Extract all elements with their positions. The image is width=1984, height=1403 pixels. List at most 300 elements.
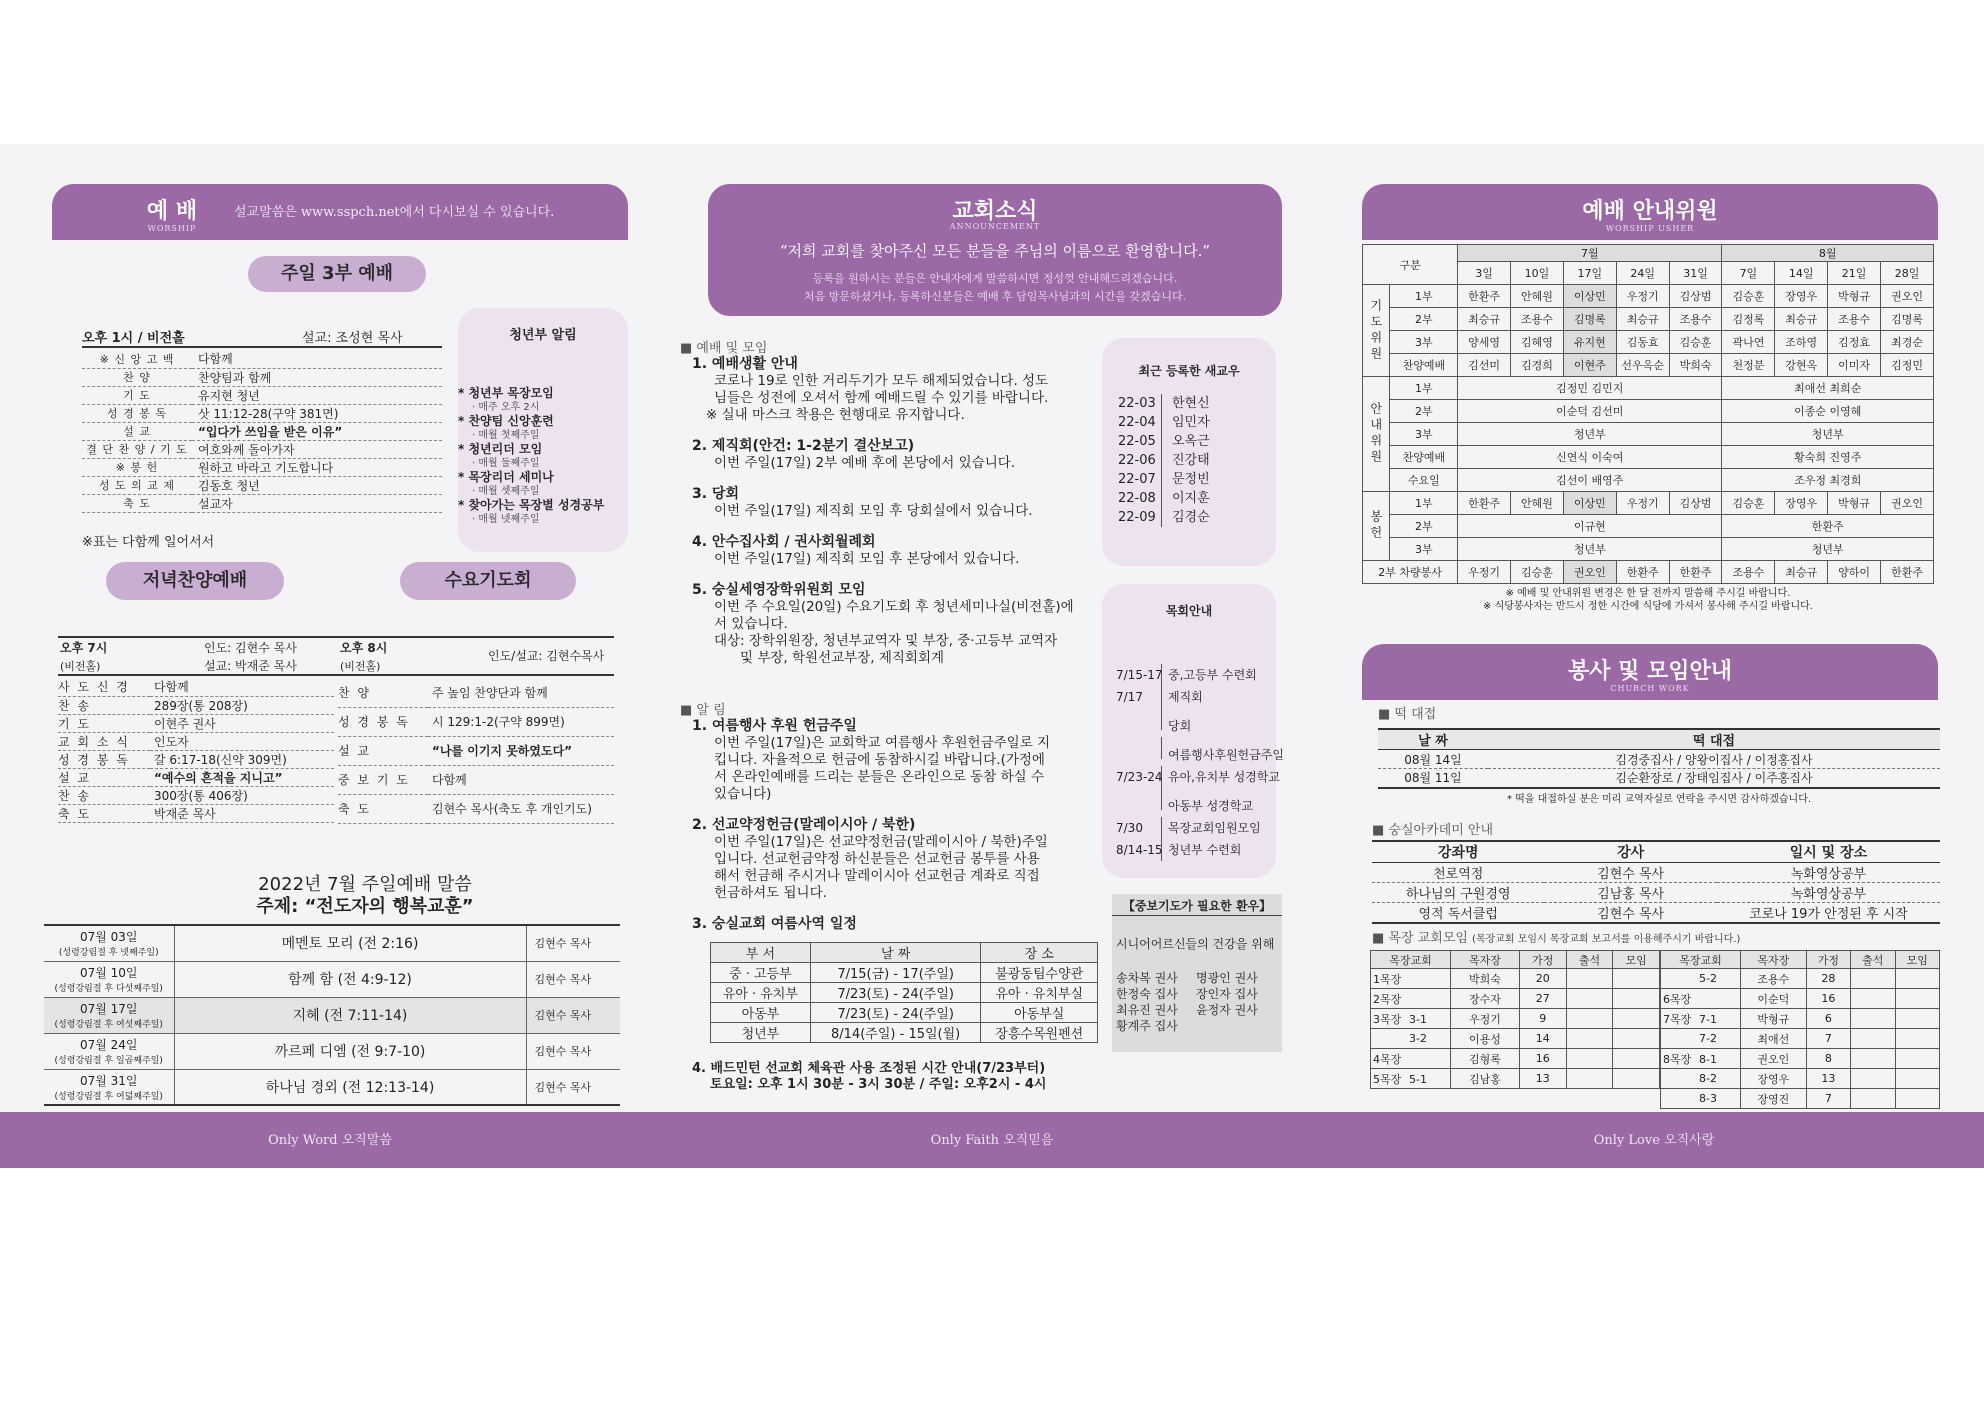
summer-head-cell: 장 소 [981,943,1098,963]
cell-leader: 김형록 [1451,1049,1520,1069]
summer-row [711,1003,1098,1023]
order-value: “예수의 흔적을 지니고” [150,768,334,786]
summer-cell: 유아 · 유치부 [711,983,811,1003]
order-value: 인도자 [150,732,334,750]
order-value: 김동호 청년 [192,476,442,494]
usher-part-cell: 2부 [1390,515,1458,538]
cell-households: 13 [1806,1069,1850,1089]
cell-attend [1851,989,1895,1009]
rice-cell: 김순환장로 / 장태임집사 / 이주홍집사 [1615,771,1813,786]
cell-church [1371,989,1451,1009]
worship-order-row [82,422,442,440]
usher-name-cell: 최승규 [1458,308,1511,331]
youth-item-detail: · 매월 셋째주일 [472,486,540,497]
cell-households: 7 [1806,1089,1850,1109]
usher-name-cell: 권오인 [1881,492,1934,515]
usher-span-cell: 황숙희 진영주 [1722,446,1934,469]
driver-name: 한환주 [1881,561,1934,584]
youth-notice-list [458,386,633,526]
usher-note-1: ※ 예배 및 안내위원 변경은 한 달 전까지 말씀해 주시길 바랍니다. [1505,588,1791,599]
summer-cell: 7/15(금) - 17(주일) [810,963,981,983]
worship-order-row [82,476,442,494]
usher-name-cell: 김명록 [1563,308,1616,331]
academy-head-cell: 일시 및 장소 [1789,845,1868,861]
academy-cell: 녹화영상공부 [1790,867,1867,882]
order-value: 다함께 [150,678,334,696]
cell-leader: 조용수 [1741,969,1807,989]
rice-cell: 김경중집사 / 양왕이집사 / 이정홍집사 [1615,752,1813,767]
cell-leader: 최애선 [1741,1029,1807,1049]
evening-tbl-row [58,804,334,822]
order-label: 성 경 봉 독 [58,750,150,768]
evening-header-row [58,636,614,676]
news-item-line: 이번 주일(17일)은 선교약정헌금(말레이시아 / 북한)주일 [714,834,1048,850]
worship-order-row [82,386,442,404]
worship-footnote: ※표는 다함께 일어서서 [82,535,215,550]
sermon-date-main: 07월 24일 [79,1038,138,1052]
cell-row [1371,1009,1660,1029]
schedule-row [1116,788,1284,817]
usher-name-cell: 김승훈 [1722,285,1775,308]
order-label: 성 경 봉 독 [338,707,428,736]
newcomer-number: 22-04 [1118,413,1162,432]
academy-cell: 코로나 19가 안정된 후 시작 [1749,907,1908,922]
cell-church-sub: 3-1 [1409,1012,1427,1026]
newcomer-name: 문정빈 [1172,472,1210,487]
summer-cell: 아동부 [711,1003,811,1023]
academy-row [1372,863,1940,883]
wed-tbl-row [338,765,614,794]
order-label: 축 도 [82,494,192,512]
usher-day-cell: 21일 [1828,262,1881,285]
newcomer-row [1118,470,1210,489]
usher-name-cell: 한환주 [1458,492,1511,515]
usher-row [1363,400,1934,423]
sunday-service-pill: 주일 3부 예배 [248,256,426,292]
driver-name: 조용수 [1722,561,1775,584]
cell-church-sub: 8-1 [1699,1052,1717,1066]
usher-title: 예배 안내위원 [1582,198,1718,224]
cell-head-cell: 목장교회 [1661,951,1741,969]
newcomer-number: 22-08 [1118,489,1162,508]
schedule-row [1116,839,1284,861]
cell-church [1371,1049,1451,1069]
cell-attend [1851,1009,1895,1029]
cell-attend [1851,1089,1895,1109]
news-notice-items [692,718,1102,933]
schedule-date: 7/23-24 [1116,766,1162,788]
usher-row [1363,354,1934,377]
service-subtitle: CHURCH WORK [1610,684,1690,693]
newcomer-number: 22-05 [1118,432,1162,451]
cell-row [1661,1009,1940,1029]
footer-bar [0,1112,1984,1168]
sermon-date-sub: (성령강림절 후 넷째주일) [58,948,159,959]
welcome-line-2: 처음 방문하셨거나, 등록하신분들은 예배 후 담임목사님과의 시간을 갖겠습니다. [803,290,1187,303]
academy-cell: 녹화영상공부 [1790,887,1867,902]
youth-item-detail: · 매월 넷째주일 [472,514,540,525]
worship-order-row [82,494,442,512]
summer-cell: 유아 · 유치부실 [981,983,1098,1003]
usher-name-cell: 조하영 [1775,331,1828,354]
usher-name-cell: 강현옥 [1775,354,1828,377]
sermon-date-main: 07월 17일 [79,1002,138,1016]
cell-meeting [1895,1089,1939,1109]
usher-part-cell: 1부 [1390,377,1458,400]
cell-section-label: 목장 교회모임 [1388,931,1468,946]
cell-church [1661,1069,1741,1089]
usher-name-cell: 선우옥순 [1616,354,1669,377]
order-value: 박재준 목사 [150,804,334,822]
sermon-row [44,1069,620,1105]
cell-head-cell: 목자장 [1451,951,1520,969]
newcomer-name: 이지훈 [1172,491,1210,506]
usher-name-cell: 김혜영 [1511,331,1564,354]
sermon-date-sub: (성령강림절 후 다섯째주일) [54,984,163,994]
usher-span-cell: 이규현 [1458,515,1722,538]
usher-row [1363,469,1934,492]
summer-schedule-table [710,942,1098,1043]
prayer-row [1116,970,1258,986]
usher-group-cell: 봉헌 [1363,492,1390,561]
usher-name-cell: 장영우 [1775,285,1828,308]
news-item-line: 이번 주일(17일)은 교회학교 여름행사 후원헌금주일로 지 [714,735,1051,751]
cell-leader: 박형규 [1741,1009,1807,1029]
welcome-message: “저희 교회를 찾아주신 모든 분들을 주님의 이름으로 환영합니다.” [779,242,1211,260]
prayer-name: 송차복 권사 [1116,971,1178,985]
news-item-line: 킵니다. 자율적으로 헌금에 동참하시길 바랍니다.(가정에 [714,752,1045,768]
usher-part-cell: 3부 [1390,538,1458,561]
youth-notice-box [458,308,628,552]
usher-name-cell: 최승규 [1775,308,1828,331]
news-item-line: 서 있습니다. [714,616,788,632]
sermon-date [44,1069,174,1105]
usher-name-cell: 김승훈 [1669,331,1722,354]
order-value: 설교자 [192,494,442,512]
rice-head-row [1378,729,1940,750]
news-section-worship-label: 예배 및 모임 [696,341,768,356]
prayer-note: 시니어어르신들의 건강을 위해 [1116,937,1275,951]
cell-church-sub: 5-1 [1409,1072,1427,1086]
newcomer-number: 22-07 [1118,470,1162,489]
usher-part-cell: 찬양예배 [1390,446,1458,469]
usher-note-2: ※ 식당봉사자는 반드시 정한 시간에 식당에 가셔서 봉사해 주시길 바랍니다. [1483,601,1813,612]
evening-tbl-row [58,786,334,804]
worship-order-row [82,440,442,458]
cell-church-name: 4목장 [1373,1052,1402,1066]
footer-word: Only Word 오직말씀 [268,1133,392,1148]
footer-faith: Only Faith 오직믿음 [930,1133,1054,1148]
schedule-row [1116,737,1284,766]
usher-part-cell: 수요일 [1390,469,1458,492]
usher-day-cell: 3일 [1458,262,1511,285]
news-item-line: 서 온라인예배를 드리는 분들은 온라인으로 동참 하실 수 [714,769,1044,785]
order-value: 주 높임 찬양단과 함께 [428,678,614,707]
sermon-preacher: 김현수 목사 [534,1009,592,1022]
order-label: 찬 송 [58,696,150,714]
wednesday-place: (비전홀) [340,660,381,673]
worship-header [52,184,628,240]
usher-span-cell: 신연식 이숙여 [1458,446,1722,469]
wednesday-prayer-pill: 수요기도회 [400,562,576,600]
schedule-date [1116,708,1162,730]
cell-households: 7 [1806,1029,1850,1049]
order-label: 결 단 찬 양 / 기 도 [82,440,192,458]
usher-span-cell: 청년부 [1458,538,1722,561]
cell-households: 16 [1519,1049,1566,1069]
rice-note: * 떡을 대접하실 분은 미리 교역자실로 연락을 주시면 감사하겠습니다. [1506,794,1812,805]
order-label: ※ 봉 헌 [82,458,192,476]
usher-row [1363,331,1934,354]
news-item-line: 있습니다) [714,786,772,802]
prayer-name: 황계주 집사 [1116,1019,1178,1033]
wednesday-leader: 인도/설교: 김현수목사 [488,649,605,663]
prayer-row [1116,1002,1258,1018]
cell-leader: 이용성 [1451,1029,1520,1049]
worship-order-row [82,404,442,422]
usher-name-cell: 김상범 [1669,492,1722,515]
sermon-series-title: 2022년 7월 주일예배 말씀 [258,874,472,895]
evening-time: 오후 7시 [60,641,108,655]
summer-cell: 7/23(토) - 24(주일) [810,1003,981,1023]
cell-meeting [1895,1049,1939,1069]
usher-name-cell: 박형규 [1828,492,1881,515]
usher-table [1362,244,1934,584]
newcomer-name: 진강태 [1172,453,1210,468]
order-label: 설 교 [58,768,150,786]
academy-head-cell: 강사 [1617,845,1645,861]
worship-order-table [82,350,442,513]
usher-name-cell: 우정기 [1616,492,1669,515]
order-label: 사 도 신 경 [58,678,150,696]
usher-span-cell: 청년부 [1722,423,1934,446]
usher-name-cell: 조용수 [1828,308,1881,331]
academy-cell: 영적 독서클럽 [1418,907,1498,922]
academy-cell: 김현수 목사 [1597,867,1665,882]
usher-day-cell: 28일 [1881,262,1934,285]
usher-subtitle: WORSHIP USHER [1605,224,1695,233]
schedule-date: 7/17 [1116,686,1162,708]
driver-name: 양하이 [1828,561,1881,584]
sermon-preacher: 김현수 목사 [534,1080,592,1094]
evening-leader: 인도: 김현수 목사 [204,641,297,655]
driver-name: 최승규 [1775,561,1828,584]
sermon-date-sub: (성령강림절 후 여덟째주일) [54,1091,163,1102]
cell-households: 9 [1519,1009,1566,1029]
sermon-preacher: 김현수 목사 [534,973,592,986]
evening-tbl-row [58,714,334,732]
sermon-date [44,1033,174,1069]
news-header [708,184,1282,316]
cell-leader: 김남홍 [1451,1069,1520,1089]
newcomer-number: 22-03 [1118,394,1162,413]
order-label: 축 도 [58,804,150,822]
evening-tbl-row [58,678,334,696]
usher-day-cell: 17일 [1563,262,1616,285]
driver-name: 한환주 [1669,561,1722,584]
rice-table [1378,728,1940,789]
sermon-date [44,925,174,961]
youth-item: * 청년리더 모임 [458,442,543,456]
news-item-heading: 1. 여름행사 후원 헌금주일 [692,718,857,734]
order-value: 시 129:1-2(구약 899면) [428,707,614,736]
cell-leader: 이순덕 [1741,989,1807,1009]
cell-church-sub: 8-3 [1699,1092,1717,1105]
usher-row [1363,515,1934,538]
cell-attend [1566,1009,1613,1029]
cell-leader: 장영우 [1741,1069,1807,1089]
academy-cell: 하나님의 구원경영 [1405,887,1511,902]
academy-section-label: 숭실아카데미 안내 [1388,823,1494,838]
usher-name-cell: 곽나연 [1722,331,1775,354]
newcomers-list [1118,394,1210,527]
summer-cell: 아동부실 [981,1003,1098,1023]
order-label: 기 도 [82,386,192,404]
academy-head-cell: 강좌명 [1437,845,1479,861]
schedule-row [1116,686,1284,708]
rice-row [1378,750,1940,769]
summer-cell: 중 · 고등부 [711,963,811,983]
cell-head-cell: 목자장 [1741,951,1807,969]
cell-attend [1566,1049,1613,1069]
cell-church-sub: 7-2 [1699,1032,1717,1045]
news-item-heading: 2. 선교약정헌금(말레이시아 / 북한) [692,817,916,833]
prayer-name: 최유진 권사 [1116,1003,1178,1017]
cell-note: (목장교회 모임시 목장교회 보고서를 이용해주시기 바랍니다.) [1472,934,1741,945]
usher-span-cell: 이순덕 김선미 [1458,400,1722,423]
order-label: 축 도 [338,794,428,823]
news-section-notices-label: 알 림 [696,703,726,718]
academy-row [1372,903,1940,924]
footer-love: Only Love 오직사랑 [1593,1133,1715,1148]
newcomer-name: 임민자 [1172,415,1210,430]
usher-span-cell: 김선이 배영주 [1458,469,1722,492]
news-item-line: 및 부장, 학원선교부장, 제직회회계 [740,650,945,666]
evening-preacher: 설교: 박재준 목사 [204,659,297,673]
month-8-cell: 8월 [1722,245,1934,262]
news-item-line: 이번 주일(17일) 제직회 모임 후 당회실에서 있습니다. [714,503,1033,519]
worship-order-row [82,368,442,386]
sermon-preacher: 김현수 목사 [534,1045,592,1058]
cell-church [1371,1009,1451,1029]
youth-item-detail: · 매주 오후 2시 [472,402,540,413]
cell-church-name: 3목장 [1373,1012,1402,1026]
newcomer-name: 오옥근 [1172,434,1210,449]
order-label: 설 교 [338,736,428,765]
sermon-date-main: 07월 10일 [79,966,138,980]
month-7-cell: 7월 [1458,245,1722,262]
newcomer-row [1118,432,1210,451]
cell-leader: 장수자 [1451,989,1520,1009]
summer-cell: 8/14(주일) - 15일(월) [810,1023,981,1043]
usher-row [1363,377,1934,400]
news-worship-items [692,356,1102,667]
cell-households: 27 [1519,989,1566,1009]
cell-row [1661,1089,1940,1109]
cell-leader: 우정기 [1451,1009,1520,1029]
schedule-row [1116,766,1284,788]
cell-meeting [1613,989,1660,1009]
service-preacher: 설교: 조성현 목사 [302,331,403,346]
usher-header [1362,184,1938,240]
summer-row [711,1023,1098,1043]
sermon-date-main: 07월 03일 [79,930,138,945]
service-header [1362,644,1938,700]
cell-church [1661,1049,1741,1069]
summer-cell: 7/23(토) - 24(주일) [810,983,981,1003]
cell-row [1661,1049,1940,1069]
order-label: 찬 양 [82,368,192,386]
newcomer-row [1118,413,1210,432]
schedule-event: 여름행사후원헌금주일 [1168,748,1284,762]
usher-row [1363,446,1934,469]
cell-attend [1566,969,1613,989]
usher-name-cell: 김선미 [1458,354,1511,377]
usher-label-cell: 구분 [1363,245,1458,285]
usher-name-cell: 박형규 [1828,285,1881,308]
academy-cell: 김현수 목사 [1597,907,1665,922]
cell-row [1371,1029,1660,1049]
academy-cell: 천로역정 [1433,867,1484,882]
usher-span-cell: 청년부 [1722,538,1934,561]
driver-label: 2부 차량봉사 [1363,561,1458,584]
summer-cell: 장흥수목원펜션 [981,1023,1098,1043]
summer-head-cell: 부 서 [711,943,811,963]
usher-part-cell: 찬양예배 [1390,354,1458,377]
cell-households: 20 [1519,969,1566,989]
usher-name-cell: 이현주 [1563,354,1616,377]
order-value: 원하고 바라고 기도합니다 [192,458,442,476]
evening-tbl-row [58,696,334,714]
sermon-date [44,997,174,1033]
usher-name-cell: 권오인 [1881,285,1934,308]
cell-head-cell: 출석 [1851,951,1895,969]
summer-cell: 불광동팀수양관 [981,963,1098,983]
order-label: 찬 양 [338,678,428,707]
sermon-date-sub: (성령강림절 후 일곱째주일) [54,1056,163,1066]
cell-head-cell: 모임 [1613,951,1660,969]
cell-church-sub: 3-2 [1409,1032,1427,1045]
news-item-line: 코로나 19로 인한 거리두기가 모두 해제되었습니다. 성도 [714,373,1049,389]
worship-site-note: 설교말씀은 www.sspch.net에서 다시보실 수 있습니다. [234,205,555,220]
sermon-text: 하나님 경외 (전 12:13-14) [174,1069,526,1105]
evening-order-table [58,678,334,823]
usher-row [1363,492,1934,515]
order-value: 다함께 [428,765,614,794]
order-label: 찬 송 [58,786,150,804]
cell-church [1661,1089,1741,1109]
cell-row [1661,969,1940,989]
usher-part-cell: 3부 [1390,331,1458,354]
cell-section: ■ 목장 교회모임 (목장교회 모임시 목장교회 보고서를 이용해주시기 바랍니다.) [1372,931,1741,946]
usher-name-cell: 이상민 [1563,285,1616,308]
usher-name-cell: 김정민 [1881,354,1934,377]
sermon-row [44,961,620,997]
usher-group-cell: 안내위원 [1363,377,1390,492]
cell-attend [1851,1049,1895,1069]
service-time: 오후 1시 / 비전홀 [82,331,185,346]
schedule-row [1116,817,1284,839]
schedule-event: 중,고등부 수련회 [1168,668,1257,682]
cell-leader: 박희숙 [1451,969,1520,989]
badminton-title: 4. 배드민턴 선교회 체육관 사용 조정된 시간 안내(7/23부터) [692,1061,1046,1076]
order-label: 기 도 [58,714,150,732]
wednesday-order-table [338,678,614,824]
academy-cell: 김남홍 목사 [1597,887,1665,902]
usher-span-cell: 최애선 최희순 [1722,377,1934,400]
evening-place: (비전홀) [60,660,101,673]
cell-church [1661,1029,1741,1049]
